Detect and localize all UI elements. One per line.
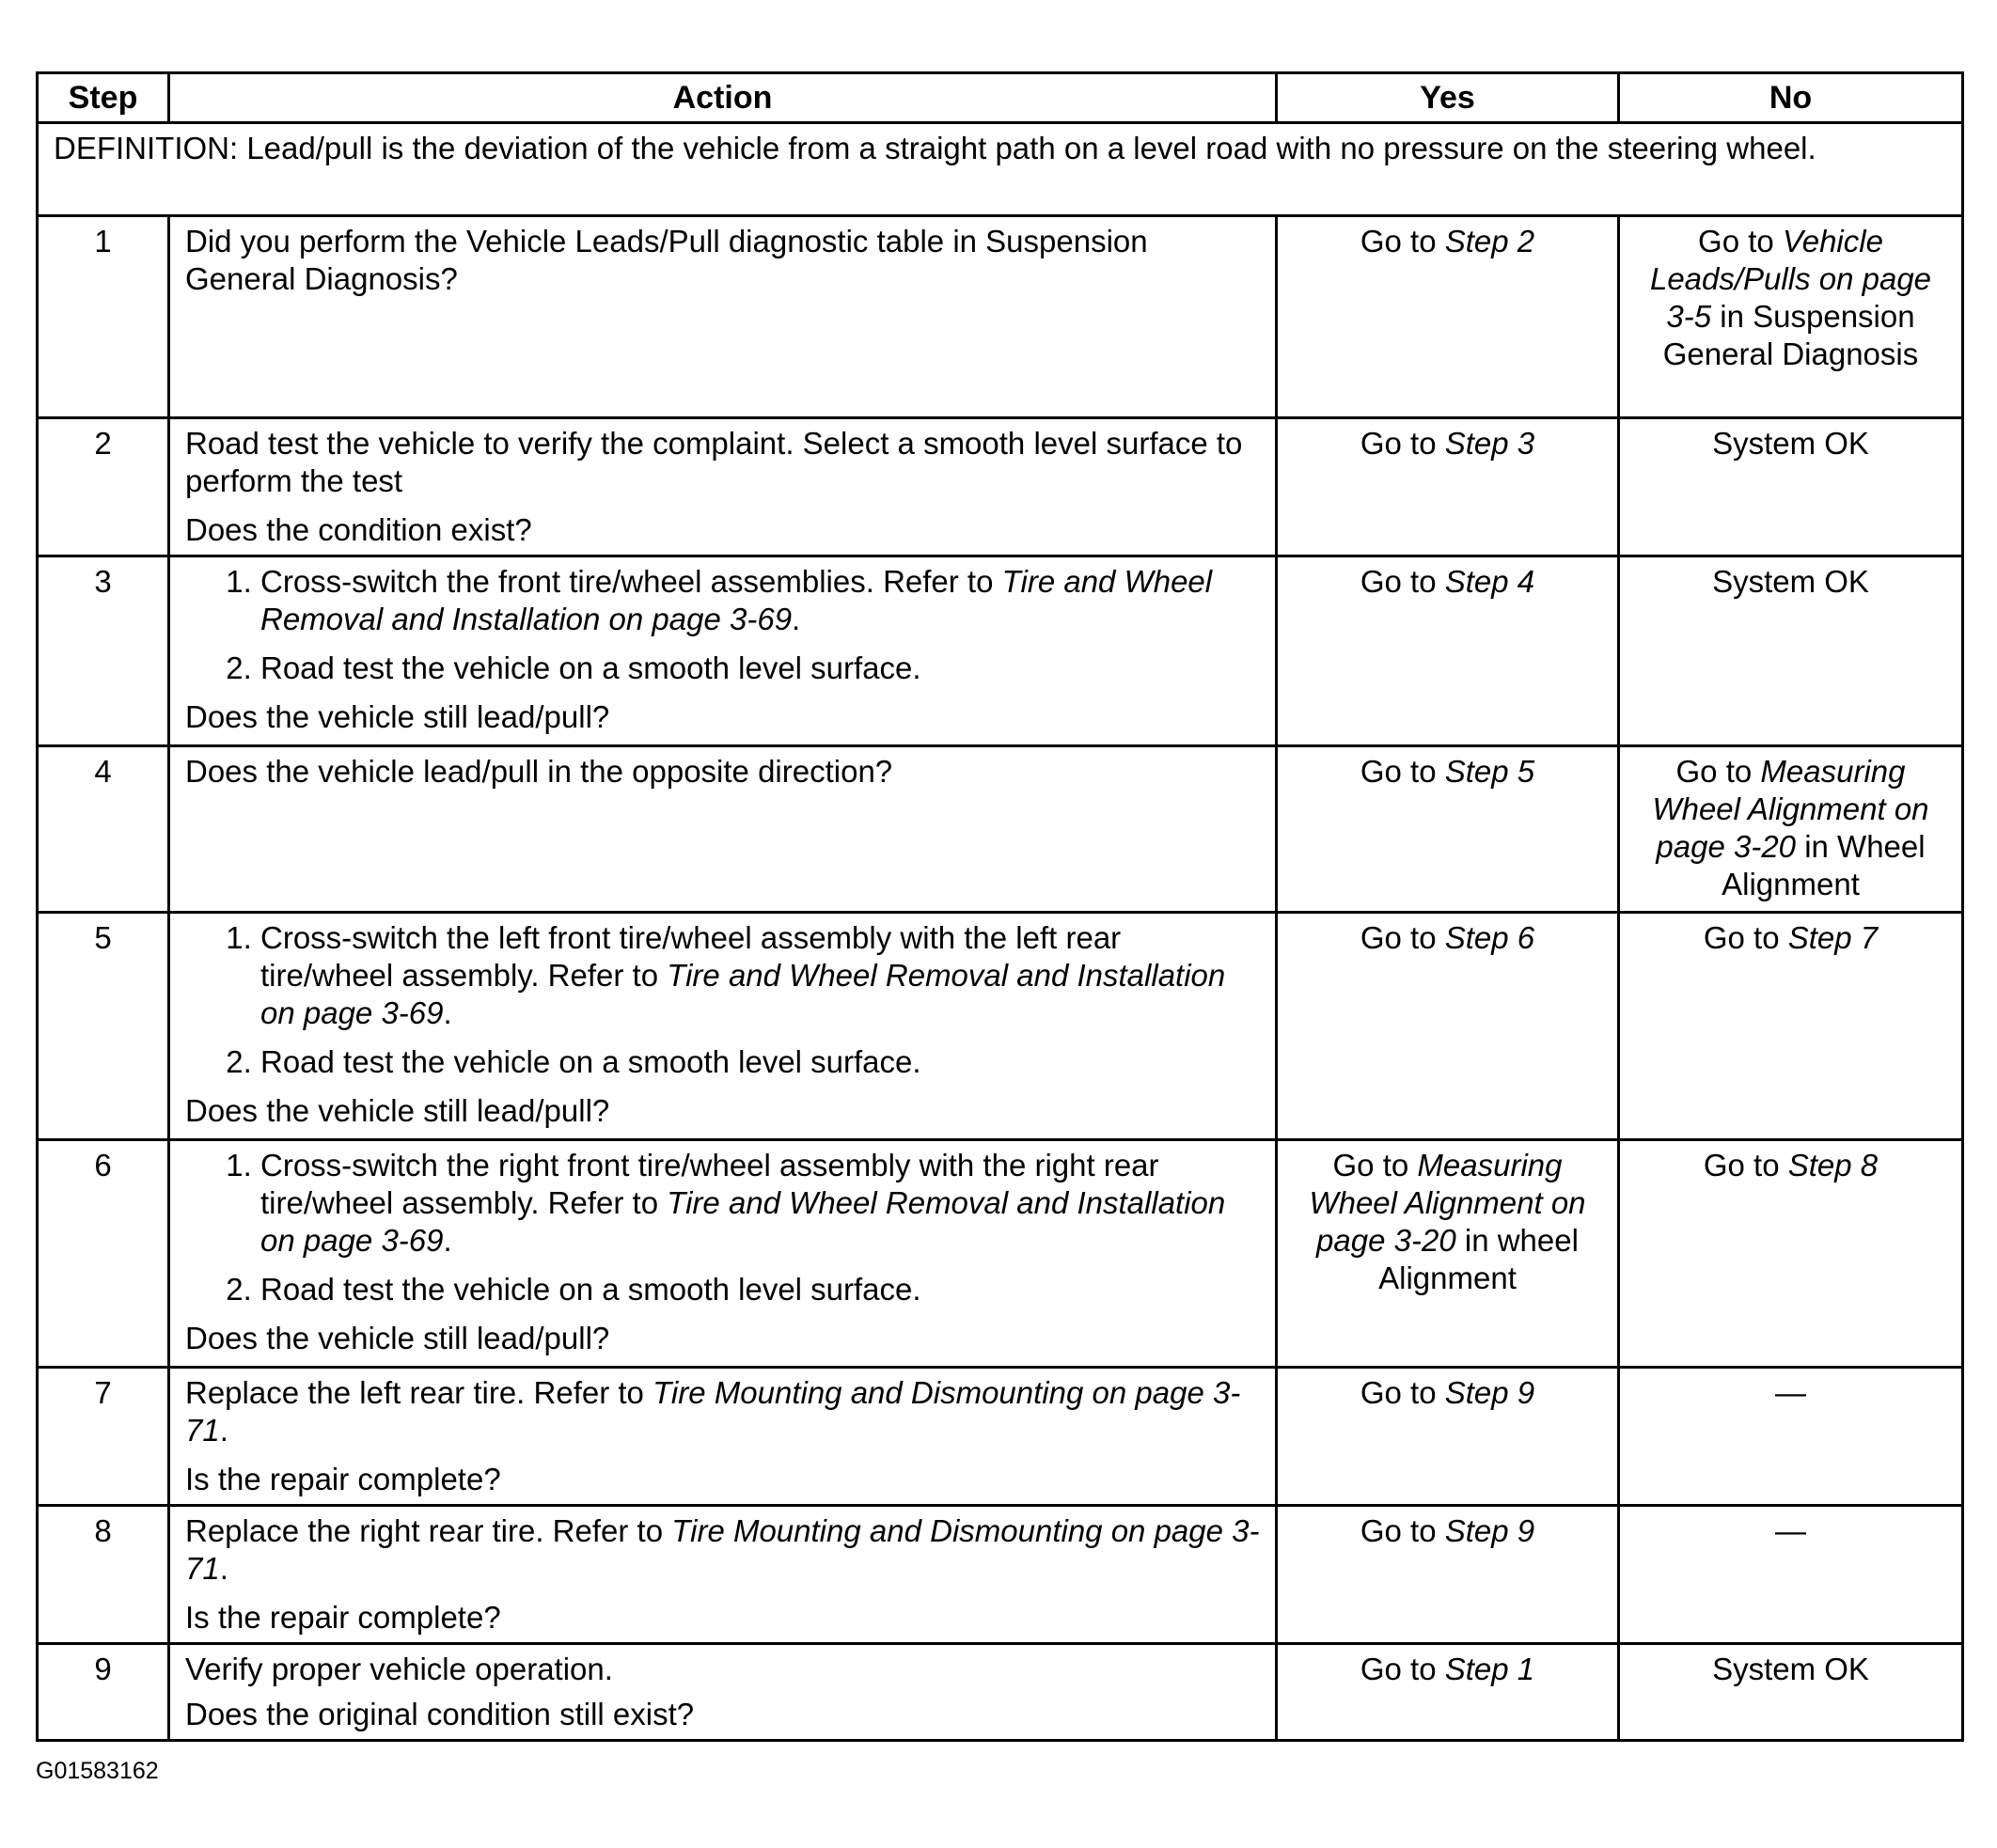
item-reference: Tire and Wheel Removal and Installation on page 3-69 [260,564,1213,636]
no-suffix: in Suspension General Diagnosis [1662,299,1919,371]
no-suffix: in Wheel Alignment [1722,829,1926,901]
no-prefix: Go to [1703,920,1788,955]
action-question: Is the repair complete? [185,1600,501,1635]
yes-reference: Step 4 [1444,564,1535,599]
step-number: 6 [38,1140,169,1368]
table-row [38,216,1963,418]
header-row [38,73,1963,123]
yes-prefix: Go to [1360,224,1445,258]
table-row [38,913,1963,1140]
action-question: Does the vehicle still lead/pull? [185,1321,610,1355]
action-question: Does the condition exist? [185,512,532,547]
no-prefix: Go to [1703,1148,1788,1182]
no-cell: System OK [1619,418,1963,556]
no-reference: Measuring Wheel Alignment on page 3-20 [1652,754,1929,864]
no-cell: — [1619,1368,1963,1506]
step-number: 5 [38,913,169,1140]
action-list-item [260,919,1260,1032]
no-cell [1619,746,1963,913]
item-reference: Tire and Wheel Removal and Installation on page 3-69 [260,958,1226,1030]
action-question: Does the vehicle still lead/pull? [185,699,610,734]
action-text [185,1512,1260,1588]
table-row [38,746,1963,913]
table-row [38,1140,1963,1368]
no-cell [1619,1140,1963,1368]
step-number: 8 [38,1506,169,1644]
header-no: No [1619,73,1963,123]
action-question: Does the vehicle still lead/pull? [185,1093,610,1128]
step-number: 1 [38,216,169,418]
yes-reference: Step 5 [1444,754,1535,789]
step-number: 3 [38,556,169,746]
header-step: Step [38,73,169,123]
no-cell [1619,913,1963,1140]
action-cell [169,913,1277,1140]
no-prefix: Go to [1698,224,1783,258]
no-reference: Step 8 [1787,1148,1879,1182]
yes-cell [1277,1140,1619,1368]
no-cell: System OK [1619,1644,1963,1741]
action-question: Is the repair complete? [185,1462,501,1496]
action-text-main: Replace the left rear tire. Refer to [185,1375,653,1410]
yes-reference: Step 9 [1444,1375,1535,1410]
action-text [185,1374,1260,1449]
action-cell [169,1506,1277,1644]
action-list-item: 2. Road test the vehicle on a smooth level surface. [260,1271,1260,1308]
action-cell [169,1140,1277,1368]
no-reference: Step 7 [1787,920,1879,955]
action-list [185,1147,1260,1308]
no-cell: System OK [1619,556,1963,746]
yes-cell [1277,913,1619,1140]
header-yes: Yes [1277,73,1619,123]
yes-cell [1277,1506,1619,1644]
action-cell [169,418,1277,556]
yes-prefix: Go to [1360,426,1445,461]
yes-prefix: Go to [1360,564,1445,599]
item-text: Cross-switch the front tire/wheel assemblies. Refer to [260,564,1002,599]
action-text-main: Replace the right rear tire. Refer to [185,1513,672,1548]
no-reference: Vehicle Leads/Pulls on page 3-5 [1649,224,1932,334]
yes-prefix: Go to [1360,1375,1445,1410]
yes-reference: Step 2 [1444,224,1535,258]
yes-reference: Step 1 [1444,1652,1535,1686]
figure-id: G01583162 [36,1758,159,1784]
definition-text: DEFINITION: Lead/pull is the deviation of the vehicle from a straight path on a level road with no pressure on the steering wheel. [38,123,1963,216]
action-list-item: 2. Road test the vehicle on a smooth level surface. [260,650,1260,687]
step-number: 4 [38,746,169,913]
no-prefix: Go to [1675,754,1761,789]
action-text: Does the vehicle lead/pull in the opposite direction? [185,754,893,789]
yes-reference: Step 3 [1444,426,1535,461]
action-text: Road test the vehicle to verify the complaint. Select a smooth level surface to perform the test [185,426,1243,498]
table-row [38,1506,1963,1644]
step-number: 9 [38,1644,169,1741]
table-row [38,556,1963,746]
item-end: . [443,1223,452,1258]
action-list-item: 2. Road test the vehicle on a smooth level surface. [260,1043,1260,1081]
yes-suffix: in wheel Alignment [1378,1223,1579,1295]
item-text: Cross-switch the right front tire/wheel assembly with the right rear tire/wheel assembly. Refer to [260,1148,1159,1220]
yes-prefix: Go to [1360,754,1445,789]
action-cell [169,216,1277,418]
table-row [38,1644,1963,1741]
yes-prefix: Go to [1360,1513,1445,1548]
no-cell [1619,216,1963,418]
yes-reference: Step 9 [1444,1513,1535,1548]
action-reference: Tire Mounting and Dismounting on page 3-71 [185,1513,1260,1586]
action-end: . [219,1413,228,1448]
table-row [38,1368,1963,1506]
diagnostic-table [36,71,1964,1742]
action-end: . [219,1551,228,1586]
action-list-item [260,1147,1260,1260]
action-reference: Tire Mounting and Dismounting on page 3-71 [185,1375,1241,1448]
step-number: 2 [38,418,169,556]
yes-cell [1277,1368,1619,1506]
yes-cell [1277,746,1619,913]
yes-cell [1277,418,1619,556]
action-list-item [260,563,1260,638]
item-text: Cross-switch the left front tire/wheel assembly with the left rear tire/wheel assembly. Refer to [260,920,1122,993]
table-row [38,418,1963,556]
step-number: 7 [38,1368,169,1506]
yes-prefix: Go to [1360,1652,1445,1686]
yes-prefix: Go to [1332,1148,1418,1182]
yes-cell [1277,1644,1619,1741]
yes-reference: Step 6 [1444,920,1535,955]
no-cell: — [1619,1506,1963,1644]
action-question: Does the original condition still exist? [185,1697,695,1731]
item-end: . [792,602,801,636]
item-reference: Tire and Wheel Removal and Installation on page 3-69 [260,1185,1226,1258]
action-text: Did you perform the Vehicle Leads/Pull diagnostic table in Suspension General Diagnosis? [185,224,1148,296]
yes-cell [1277,216,1619,418]
item-end: . [443,995,452,1030]
yes-prefix: Go to [1360,920,1445,955]
action-text: Verify proper vehicle operation. [185,1652,613,1686]
definition-row [38,123,1963,216]
action-cell [169,746,1277,913]
action-list [185,919,1260,1081]
action-cell [169,1644,1277,1741]
yes-cell [1277,556,1619,746]
action-list [185,563,1260,687]
yes-reference: Measuring Wheel Alignment on page 3-20 [1309,1148,1586,1258]
header-action: Action [169,73,1277,123]
action-cell [169,556,1277,746]
action-cell [169,1368,1277,1506]
